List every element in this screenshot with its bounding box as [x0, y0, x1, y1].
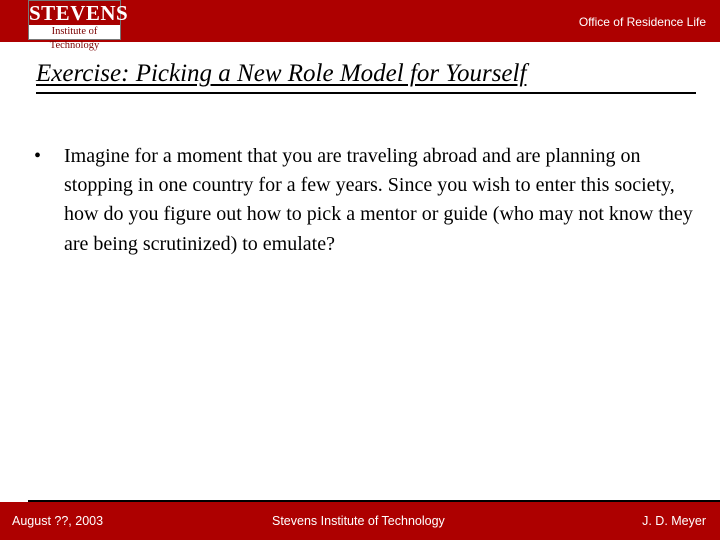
footer-date: August ??, 2003	[12, 514, 104, 528]
slide-title: Exercise: Picking a New Role Model for Yourself	[36, 56, 696, 94]
bullet-text: Imagine for a moment that you are traveling abroad and are planning on stopping in one country for a few years. Since you wish to enter this society, how do you figure out how to pick a mentor or guide (who may not know they are being scrutinized) to emulate?	[64, 145, 693, 255]
footer-institution: Stevens Institute of Technology	[272, 514, 445, 528]
stevens-logo	[28, 0, 129, 51]
bullet-icon: •	[34, 145, 42, 167]
office-label: Office of Residence Life	[578, 15, 706, 29]
logo-main-text: STEVENS	[29, 1, 129, 25]
logo-sub-text: Institute of Technology	[49, 26, 100, 51]
footer-author: J. D. Meyer	[642, 514, 706, 528]
